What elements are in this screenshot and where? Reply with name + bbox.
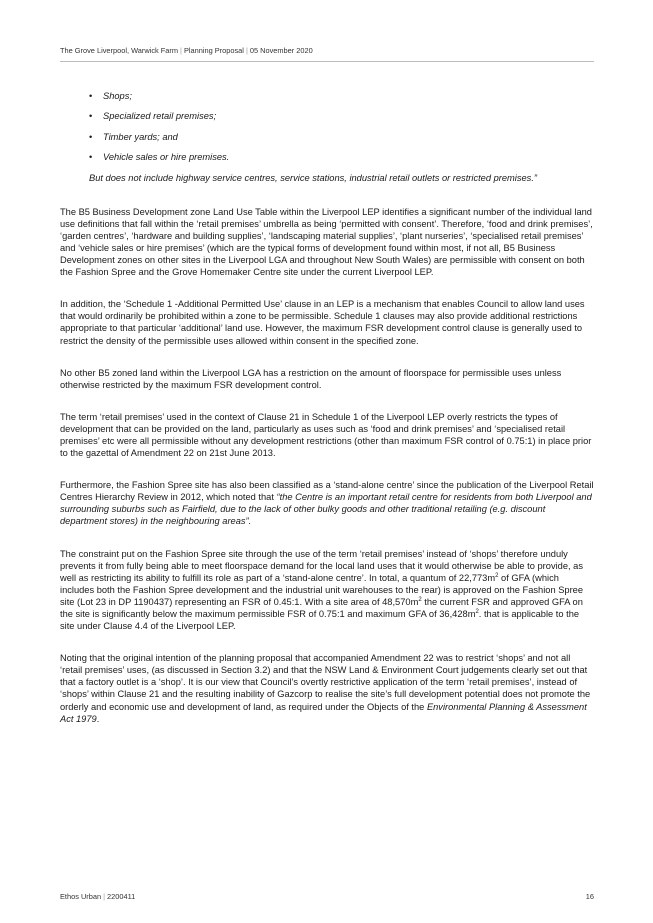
paragraph-floorspace-constraint (60, 548, 594, 633)
paragraph-text: the current FSR and approved GFA on the site is significantly below the maximum permissible FSR of 0.75:1 and maximum GFA of 36,428m (60, 596, 583, 619)
paragraph-text: Furthermore, the Fashion Spree site has also been classified as a ‘stand-alone centre’ since the publication of the Liverpool Retail Centres Hierarchy Review in 2012, which noted that (60, 480, 594, 503)
bullet-icon: • (89, 91, 93, 101)
list-item-text: Shops; (103, 91, 132, 101)
bullet-icon: • (89, 111, 93, 122)
bullet-icon: • (89, 131, 93, 142)
list-item (60, 90, 594, 102)
bullet-icon: • (89, 152, 93, 163)
footer-company: Ethos Urban (60, 892, 102, 901)
footer-project-number: 2200411 (107, 892, 136, 901)
paragraph-text: . (96, 713, 100, 724)
header-document-title: The Grove Liverpool, Warwick Farm (60, 46, 179, 55)
list-item (60, 151, 594, 163)
paragraph-retail-premises-term: The term ‘retail premises’ used in the context of Clause 21 in Schedule 1 of the Liverpool LEP overly restricts the types of development that can be provided on the land, particularly as uses such as ‘food and drink premises’ and ‘specialised retail premises’ etc were all permissible without any development restrictions (other than maximum FSR control of 0.75:1) in place prior to the gazettal of Amendment 22 on 21st June 2013. (60, 411, 592, 459)
list-item-text: Vehicle sales or hire premises. (103, 152, 230, 163)
paragraph-schedule-1: In addition, the ‘Schedule 1 -Additional Permitted Use’ clause in an LEP is a mechanism that enables Council to allow land uses that would ordinarily be prohibited within a zone to be permissible. Schedule 1 clauses may also provide additional restrictions appropriate to that particular ‘additional’ land use. However, the maximum FSR development control clause is generally used to restrict the density of the permissible uses allowed within consent in the specified zone. (60, 299, 585, 346)
list-item (60, 131, 594, 143)
use-list (60, 90, 594, 163)
list-item (60, 110, 594, 122)
page-body (60, 90, 594, 735)
paragraph-text: The constraint put on the Fashion Spree site through the use of the term ‘retail premises’ instead of ‘shops’ therefore unduly prevents it from fully being able to meet floorspace demand for the local land uses that it would otherwise be able to provide, as well as restricting its ability to fulfill its role as part of a ‘stand-alone centre’. In total, a quantum of 22,773m (60, 548, 583, 583)
list-item-text: Specialized retail premises; (103, 111, 217, 122)
paragraph-text: . that is applicable to the site under Clause 4.4 of the Liverpool LEP. (60, 609, 580, 632)
page-footer (60, 892, 594, 901)
header-divider (60, 61, 594, 62)
paragraph-conclusion (60, 652, 594, 725)
header-separator: | (245, 46, 248, 55)
footer-separator: | (103, 892, 106, 901)
page-header (60, 46, 594, 55)
act-title: Environmental Planning & Assessment Act 1979 (60, 701, 587, 724)
paragraph-stand-alone-centre (60, 479, 594, 527)
paragraph-text: Noting that the original intention of the planning proposal that accompanied Amendment 22 was to restrict ‘shops’ and not all ‘retail premises’ uses, (as discussed in Section 3.2) and that the NSW Land & Environment Court judgements clearly set out that that a factory outlet is a ‘shop’. It is our view that Council’s overtly restrictive application of the term ‘retail premises’, instead of ‘shops’ within Clause 21 and the resulting inability of Gazcorp to realise the site’s full development potential does not promote the orderly and economic use and development of land, as required under the Objects of the (60, 653, 591, 712)
superscript: 2 (495, 572, 499, 579)
exclusion-clause: But does not include highway service centres, service stations, industrial retail outlets or restricted premises.” (89, 172, 537, 183)
list-item-text: Timber yards; and (103, 131, 178, 142)
page-number: 16 (585, 892, 594, 901)
centre-quote: “the Centre is an important retail centre for residents from both Liverpool and surrounding suburbs such as Fairfield, due to the lack of other bulky goods and other traditional retailing (e.g. discount department stores) in the neighbouring areas”. (60, 492, 592, 527)
superscript: 2 (418, 596, 422, 603)
header-separator: | (180, 46, 182, 55)
header-date: 05 November 2020 (249, 46, 313, 55)
paragraph-text: of GFA (which includes both the Fashion Spree development and the industrial unit warehouses to the rear) is approved on the Fashion Spree site (Lot 23 in DP 1190437) representing an FSR of 0.45:1. With a site area of 48,570m (60, 572, 584, 607)
paragraph-b5-restriction: No other B5 zoned land within the Liverpool LGA has a restriction on the amount of floorspace for permissible uses unless otherwise restricted by the maximum FSR development control. (60, 367, 562, 390)
paragraph-b5-land-use: The B5 Business Development zone Land Use Table within the Liverpool LEP identifies a significant number of the individual land use definitions that fall within the ‘retail premises’ umbrella as being ‘permitted with consent’. Therefore, ‘food and drink premises’, ‘garden centres’, ‘hardware and building supplies’, ‘landscaping material supplies’, ‘plant nurseries’, ‘specialised retail premises’ and ‘vehicle sales or hire premises’ (which are the typical forms of development found within most, if not all, B5 Business Development zones on other sites in the Liverpool LGA and throughout New South Wales) are permissible with consent on both the Fashion Spree and the Grove Homemaker Centre site under the current Liverpool LEP. (60, 206, 593, 278)
header-document-type: Planning Proposal (183, 46, 244, 55)
superscript: 2 (475, 608, 479, 615)
